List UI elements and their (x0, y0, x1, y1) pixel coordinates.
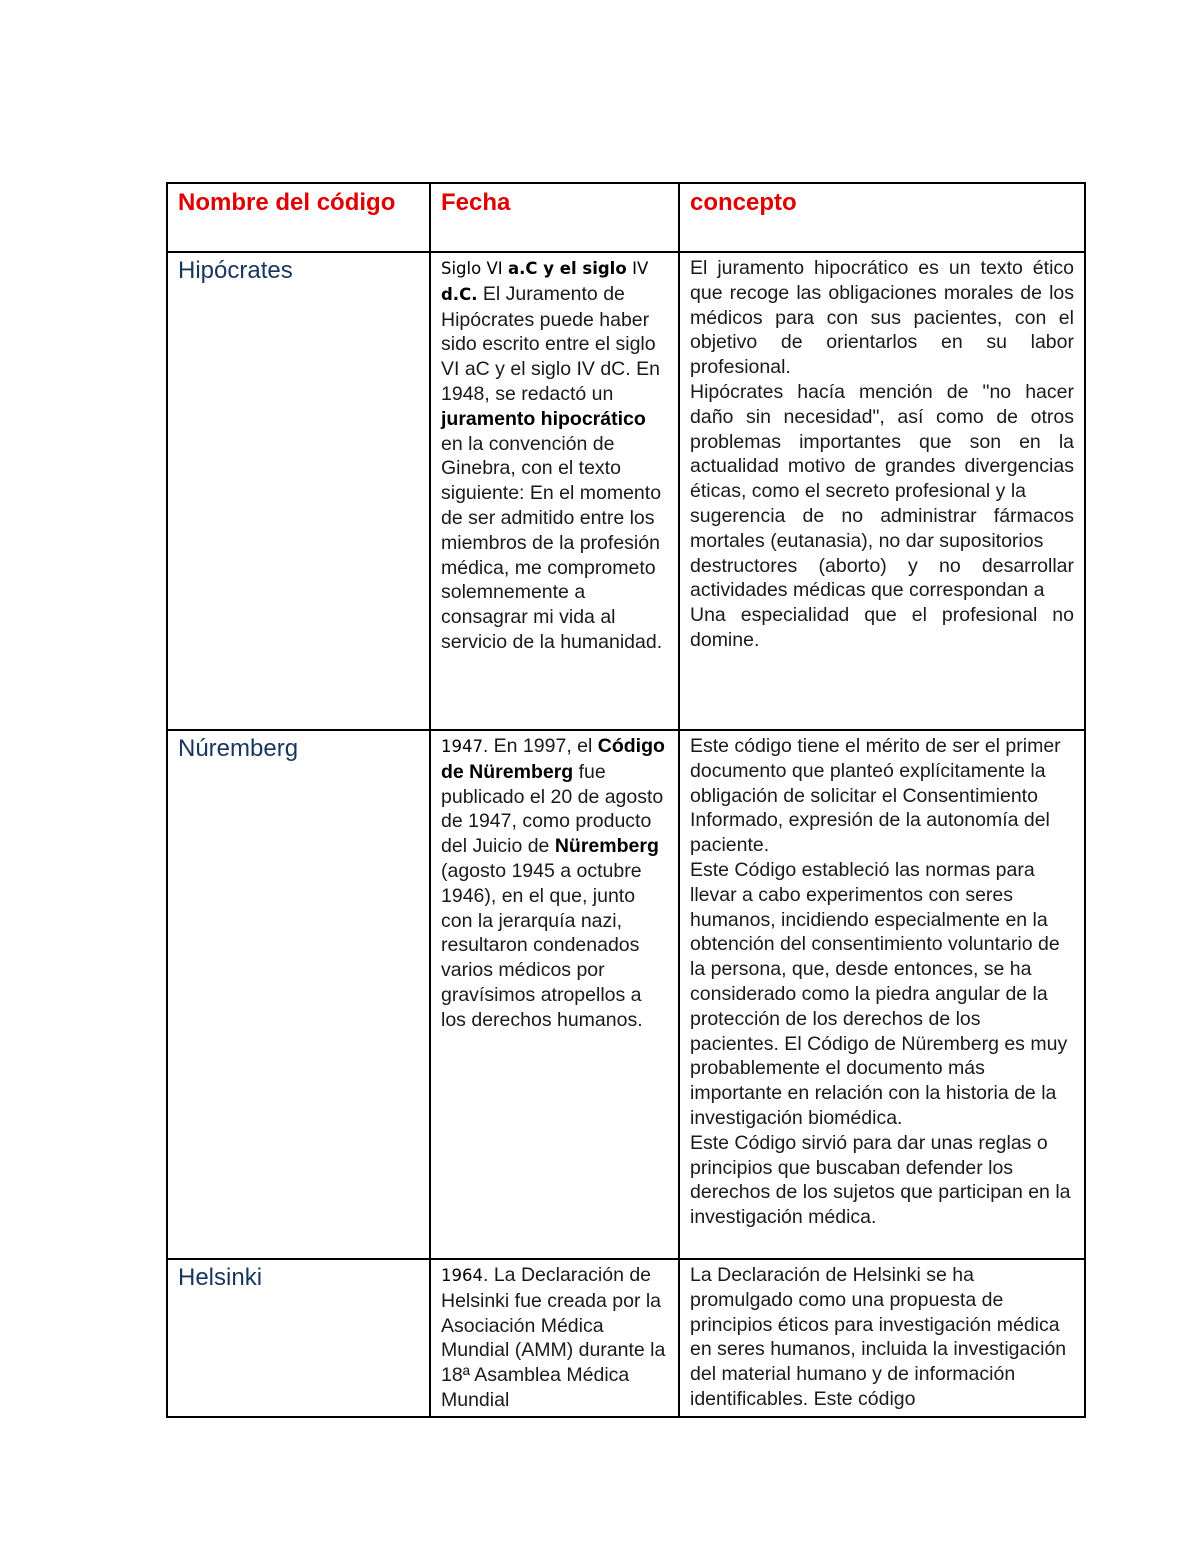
concept-paragraph: Una especialidad que el profesional no domine. (690, 604, 1074, 651)
table-row (167, 252, 1085, 730)
row-name-cell (167, 252, 430, 730)
date-paragraph (441, 1263, 668, 1413)
date-text-3: (agosto 1945 a octubre 1946), en el que, junto con la jerarquía nazi, resultaron condenados varios médicos por gravísimos atropellos a los derechos humanos. (441, 859, 643, 1031)
date-text: El Juramento de Hipócrates puede haber sido escrito entre el siglo VI aC y el siglo IV dC. En 1948, se redactó un (441, 282, 660, 405)
date-text: . La Declaración de Helsinki fue creada por la Asociación Médica Mundial (AMM) durante la 18ª Asamblea Médica Mundial (441, 1264, 666, 1411)
date-text-2: en la convención de Ginebra, con el texto siguiente: En el momento de ser admitido entre los miembros de la profesión médica, me comprometo solemnemente a consagrar mi vida al servicio de la humanidad. (441, 432, 663, 653)
header-cell-name (167, 183, 430, 252)
row-concept-cell (679, 730, 1085, 1259)
row-date-cell (430, 252, 679, 730)
date-year: 1964 (441, 1266, 483, 1285)
date-year: 1947. (441, 737, 489, 756)
row-concept-cell (679, 1259, 1085, 1417)
concept-paragraph: sugerencia de no administrar fármacos mortales (eutanasia), no dar supositorios (690, 504, 1074, 552)
concept-paragraph: El juramento hipocrático es un texto ético que recoge las obligaciones morales de los médicos para con sus pacientes, con el objetivo de orientarlos en su labor profesional. (690, 257, 1074, 379)
table-header-row (167, 183, 1085, 252)
date-century: Siglo VI (441, 259, 503, 278)
row-concept-cell (679, 252, 1085, 730)
concept-paragraph: Este Código sirvió para dar unas reglas o principios que buscaban defender los derechos de los sujetos que participan en la investigación médica. (690, 1131, 1071, 1229)
date-bold-term: Código de Nüremberg (441, 735, 665, 783)
header-concept: concepto (690, 189, 797, 216)
header-date: Fecha (441, 189, 511, 216)
concept-paragraph: Hipócrates hacía mención de "no hacer daño sin necesidad", así como de otros problemas importantes que son en la actualidad motivo de grandes divergencias éticas, como el secreto profesional y la (690, 380, 1074, 503)
concept-paragraph: La Declaración de Helsinki se ha promulgado como una propuesta de principios éticos para investigación médica en seres humanos, incluida la investigación del material humano y de información identificables. Este código (690, 1264, 1067, 1410)
header-cell-date (430, 183, 679, 252)
date-text-2: fue publicado el 20 de agosto de 1947, como producto del Juicio de (441, 760, 664, 858)
row-name-cell (167, 1259, 430, 1417)
date-century-bold-2: d.C. (441, 284, 478, 304)
code-name: Helsinki (178, 1264, 263, 1291)
concept-paragraph: destructores (aborto) y no desarrollar actividades médicas que correspondan a (690, 554, 1074, 602)
codes-table (166, 182, 1086, 1418)
row-date-cell (430, 1259, 679, 1417)
table-row (167, 730, 1085, 1259)
date-bold-term-2: Nüremberg (554, 835, 659, 858)
date-century-2: IV (632, 259, 649, 278)
concept-paragraph: Este código tiene el mérito de ser el primer documento que planteó explícitamente la obligación de solicitar el Consentimiento Informado, expresión de la autonomía del paciente. (690, 735, 1061, 857)
code-name: Núremberg (178, 735, 299, 762)
date-text: En 1997, el (488, 735, 598, 757)
row-date-cell (430, 730, 679, 1259)
row-name-cell (167, 730, 430, 1259)
table-row (167, 1259, 1085, 1417)
date-paragraph (441, 256, 668, 655)
code-name: Hipócrates (178, 257, 293, 284)
date-century-bold: a.C y el siglo (508, 259, 627, 278)
header-cell-concept (679, 183, 1085, 252)
concept-paragraph: Este Código estableció las normas para llevar a cabo experimentos con seres humanos, incidiendo especialmente en la obtención del consentimiento voluntario de la persona, que, desde entonces, se ha considerado como la piedra angular de la protección de los derechos de los pacientes. El Código de Nüremberg es muy probablemente el documento más importante en relación con la historia de la investigación biomédica. (690, 858, 1068, 1129)
date-paragraph (441, 734, 668, 1033)
date-bold-term: juramento hipocrático (441, 407, 646, 430)
header-name: Nombre del código (178, 189, 396, 216)
